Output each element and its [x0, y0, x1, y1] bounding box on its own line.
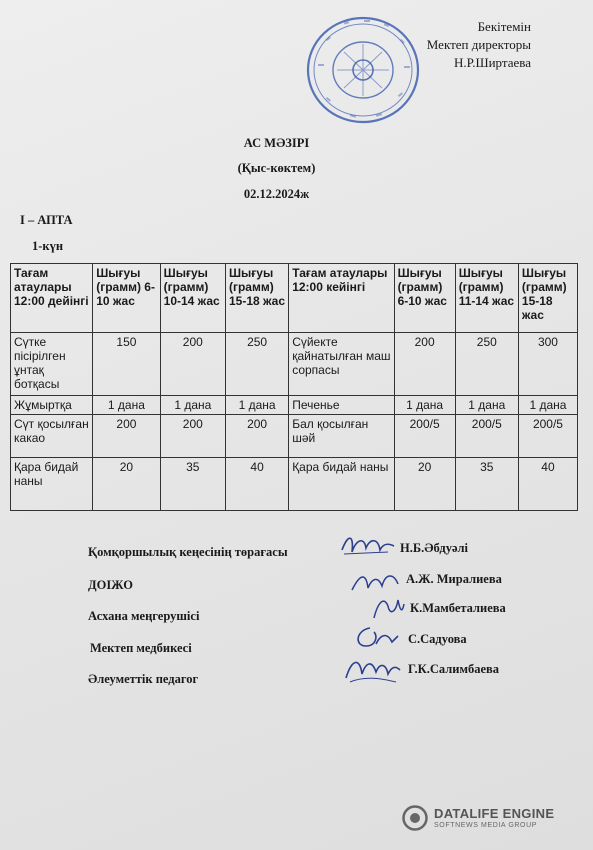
watermark [402, 803, 582, 835]
header-portion-6-10: Шығуы (грамм) 6-10 жас [93, 264, 160, 333]
table-cell: 1 дана [160, 396, 225, 415]
header-portion-15-18-pm: Шығуы (грамм) 15-18 жас [518, 264, 577, 333]
approval-line-position: Мектеп директоры [426, 37, 531, 52]
handwritten-signature [368, 592, 408, 624]
table-cell: 1 дана [93, 396, 160, 415]
table-row [11, 396, 578, 415]
table-cell: 250 [455, 333, 518, 396]
handwritten-signature [340, 652, 404, 688]
signature-name: А.Ж. Миралиева [406, 572, 502, 586]
table-cell: 200/5 [518, 415, 577, 458]
table-cell: 200 [160, 333, 225, 396]
signature-role: Әлеуметтік педагог [88, 672, 199, 686]
signature-role: Асхана меңгерушісі [88, 609, 200, 623]
watermark-brand: DATALIFE ENGINE [434, 806, 555, 821]
watermark-subtitle: SOFTNEWS MEDIA GROUP [434, 822, 538, 829]
table-cell: Бал қосылған шәй [289, 415, 394, 458]
table-cell: Жұмыртқа [11, 396, 93, 415]
dle-logo-icon [402, 805, 428, 831]
header-food-after-noon: Тағам атаулары 12:00 кейінгі [289, 264, 394, 333]
header-portion-11-14-pm: Шығуы (грамм) 11-14 жас [455, 264, 518, 333]
table-cell: 1 дана [455, 396, 518, 415]
table-row [11, 458, 578, 511]
table-header-row [11, 264, 578, 333]
table-cell: 200 [225, 415, 288, 458]
signature-role: ДОІЖО [88, 578, 133, 592]
header-food-before-noon: Тағам атаулары 12:00 дейінгі [11, 264, 93, 333]
table-row [11, 415, 578, 458]
signature-name: Н.Б.Әбдуәлі [400, 541, 469, 555]
table-cell: 200/5 [455, 415, 518, 458]
day-label: 1-күн [32, 239, 64, 253]
table-cell: 200 [394, 333, 455, 396]
page-subtitle: (Қыс-көктем) [237, 161, 316, 175]
approval-line-name: Н.Р.Ширтаева [453, 55, 531, 70]
signature-name: К.Мамбеталиева [410, 601, 506, 615]
table-cell: 35 [455, 458, 518, 511]
signature-name: С.Садуова [408, 632, 467, 646]
table-cell: 20 [394, 458, 455, 511]
page-title: АС МӘЗІРІ [243, 136, 310, 150]
table-cell: 250 [225, 333, 288, 396]
table-cell: 300 [518, 333, 577, 396]
menu-date: 02.12.2024ж [243, 187, 310, 201]
table-cell: Сүтке пісірілген ұнтақ ботқасы [11, 333, 93, 396]
table-cell: Қара бидай наны [11, 458, 93, 511]
approval-block [427, 18, 531, 72]
approval-line-approve: Бекітемін [477, 19, 531, 34]
table-cell: 200 [93, 415, 160, 458]
table-cell: 1 дана [518, 396, 577, 415]
table-cell: 1 дана [225, 396, 288, 415]
table-cell: 150 [93, 333, 160, 396]
table-cell: 20 [93, 458, 160, 511]
table-row [11, 333, 578, 396]
handwritten-signature [338, 530, 398, 560]
table-cell: Қара бидай наны [289, 458, 394, 511]
menu-table [10, 263, 578, 511]
table-cell: 200/5 [394, 415, 455, 458]
table-cell: Сүйекте қайнатылған маш сорпасы [289, 333, 394, 396]
signature-role: Қомқоршылық кеңесінің төрағасы [88, 545, 288, 559]
table-cell: Печенье [289, 396, 394, 415]
table-cell: 40 [518, 458, 577, 511]
header-portion-10-14: Шығуы (грамм) 10-14 жас [160, 264, 225, 333]
handwritten-signature [348, 622, 402, 652]
school-seal [304, 14, 422, 126]
table-cell: Сүт қосылған какао [11, 415, 93, 458]
table-cell: 1 дана [394, 396, 455, 415]
header-portion-6-10-pm: Шығуы (грамм) 6-10 жас [394, 264, 455, 333]
table-cell: 40 [225, 458, 288, 511]
week-label: І – АПТА [20, 213, 73, 227]
signature-role: Мектеп медбикесі [90, 641, 192, 655]
signature-name: Г.К.Салимбаева [408, 662, 500, 676]
table-cell: 200 [160, 415, 225, 458]
header-portion-15-18: Шығуы (грамм) 15-18 жас [225, 264, 288, 333]
table-cell: 35 [160, 458, 225, 511]
